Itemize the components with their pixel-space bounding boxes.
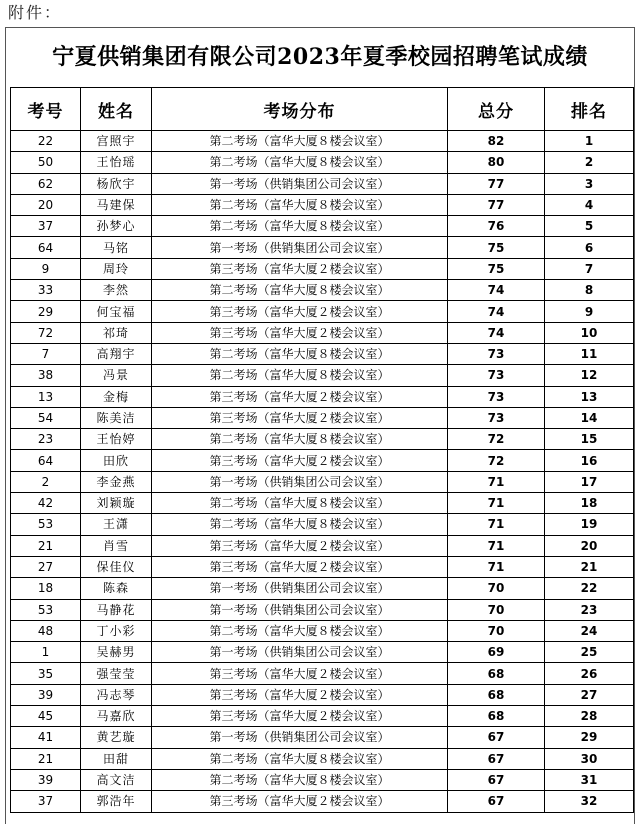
cell-room: 第一考场（供销集团公司会议室） (152, 727, 448, 748)
cell-exam-no: 35 (11, 663, 81, 684)
cell-name: 陈美洁 (81, 407, 152, 428)
cell-name: 强莹莹 (81, 663, 152, 684)
table-row (11, 386, 634, 407)
cell-name: 王潇 (81, 514, 152, 535)
cell-name: 高文洁 (81, 769, 152, 790)
cell-room: 第二考场（富华大厦８楼会议室） (152, 514, 448, 535)
cell-score: 74 (448, 322, 545, 343)
cell-room: 第三考场（富华大厦２楼会议室） (152, 258, 448, 279)
column-header-rank: 排名 (545, 88, 634, 131)
cell-name: 马铭 (81, 237, 152, 258)
cell-name: 吴赫男 (81, 642, 152, 663)
cell-room: 第二考场（富华大厦８楼会议室） (152, 131, 448, 152)
table-row (11, 407, 634, 428)
cell-rank: 30 (545, 748, 634, 769)
table-row (11, 535, 634, 556)
cell-room: 第三考场（富华大厦２楼会议室） (152, 535, 448, 556)
table-row (11, 343, 634, 364)
cell-exam-no: 72 (11, 322, 81, 343)
cell-rank: 23 (545, 599, 634, 620)
cell-room: 第一考场（供销集团公司会议室） (152, 599, 448, 620)
cell-rank: 5 (545, 216, 634, 237)
cell-rank: 15 (545, 429, 634, 450)
cell-room: 第二考场（富华大厦８楼会议室） (152, 429, 448, 450)
cell-score: 68 (448, 684, 545, 705)
cell-name: 刘颖璇 (81, 493, 152, 514)
table-row (11, 301, 634, 322)
cell-score: 80 (448, 152, 545, 173)
cell-score: 72 (448, 450, 545, 471)
table-row (11, 152, 634, 173)
table-row (11, 769, 634, 790)
cell-exam-no: 2 (11, 471, 81, 492)
cell-room: 第三考场（富华大厦２楼会议室） (152, 322, 448, 343)
table-row (11, 663, 634, 684)
cell-room: 第二考场（富华大厦８楼会议室） (152, 365, 448, 386)
table-row (11, 578, 634, 599)
table-row (11, 599, 634, 620)
cell-exam-no: 9 (11, 258, 81, 279)
cell-rank: 13 (545, 386, 634, 407)
cell-exam-no: 38 (11, 365, 81, 386)
cell-name: 李金燕 (81, 471, 152, 492)
cell-name: 郭浩年 (81, 791, 152, 812)
cell-rank: 26 (545, 663, 634, 684)
cell-exam-no: 54 (11, 407, 81, 428)
cell-exam-no: 45 (11, 706, 81, 727)
table-row (11, 131, 634, 152)
table-row (11, 173, 634, 194)
cell-exam-no: 7 (11, 343, 81, 364)
cell-score: 71 (448, 556, 545, 577)
cell-score: 74 (448, 280, 545, 301)
cell-rank: 8 (545, 280, 634, 301)
cell-name: 丁小彩 (81, 620, 152, 641)
cell-name: 杨欣宇 (81, 173, 152, 194)
cell-rank: 27 (545, 684, 634, 705)
table-body (11, 131, 634, 813)
cell-room: 第一考场（供销集团公司会议室） (152, 471, 448, 492)
cell-exam-no: 1 (11, 642, 81, 663)
table-row (11, 429, 634, 450)
cell-score: 82 (448, 131, 545, 152)
cell-room: 第二考场（富华大厦８楼会议室） (152, 343, 448, 364)
cell-exam-no: 39 (11, 769, 81, 790)
cell-room: 第三考场（富华大厦２楼会议室） (152, 684, 448, 705)
table-row (11, 471, 634, 492)
cell-score: 76 (448, 216, 545, 237)
cell-score: 74 (448, 301, 545, 322)
cell-score: 71 (448, 514, 545, 535)
cell-rank: 3 (545, 173, 634, 194)
cell-name: 王怡瑶 (81, 152, 152, 173)
cell-name: 马嘉欣 (81, 706, 152, 727)
table-row (11, 258, 634, 279)
table-row (11, 556, 634, 577)
cell-name: 宫照宇 (81, 131, 152, 152)
cell-room: 第一考场（供销集团公司会议室） (152, 578, 448, 599)
cell-name: 黄艺璇 (81, 727, 152, 748)
cell-rank: 10 (545, 322, 634, 343)
cell-room: 第三考场（富华大厦２楼会议室） (152, 450, 448, 471)
cell-room: 第二考场（富华大厦８楼会议室） (152, 748, 448, 769)
cell-rank: 21 (545, 556, 634, 577)
cell-rank: 32 (545, 791, 634, 812)
cell-name: 周玲 (81, 258, 152, 279)
cell-name: 王怡婷 (81, 429, 152, 450)
cell-name: 保佳仪 (81, 556, 152, 577)
cell-score: 73 (448, 343, 545, 364)
cell-room: 第三考场（富华大厦２楼会议室） (152, 706, 448, 727)
cell-name: 陈森 (81, 578, 152, 599)
cell-rank: 18 (545, 493, 634, 514)
cell-room: 第三考场（富华大厦２楼会议室） (152, 791, 448, 812)
column-header-exam-no: 考号 (11, 88, 81, 131)
cell-name: 冯景 (81, 365, 152, 386)
cell-room: 第三考场（富华大厦２楼会议室） (152, 301, 448, 322)
cell-score: 70 (448, 620, 545, 641)
cell-room: 第三考场（富华大厦２楼会议室） (152, 386, 448, 407)
cell-exam-no: 39 (11, 684, 81, 705)
cell-score: 71 (448, 535, 545, 556)
cell-score: 73 (448, 386, 545, 407)
table-row (11, 727, 634, 748)
cell-name: 金梅 (81, 386, 152, 407)
table-row (11, 620, 634, 641)
cell-rank: 12 (545, 365, 634, 386)
cell-score: 67 (448, 769, 545, 790)
table-row (11, 493, 634, 514)
cell-exam-no: 64 (11, 237, 81, 258)
cell-rank: 7 (545, 258, 634, 279)
table-row (11, 216, 634, 237)
cell-room: 第二考场（富华大厦８楼会议室） (152, 194, 448, 215)
cell-exam-no: 42 (11, 493, 81, 514)
cell-name: 田甜 (81, 748, 152, 769)
cell-rank: 31 (545, 769, 634, 790)
cell-exam-no: 33 (11, 280, 81, 301)
cell-exam-no: 50 (11, 152, 81, 173)
cell-exam-no: 37 (11, 216, 81, 237)
cell-name: 祁琦 (81, 322, 152, 343)
table-row (11, 322, 634, 343)
cell-rank: 11 (545, 343, 634, 364)
cell-score: 69 (448, 642, 545, 663)
cell-room: 第三考场（富华大厦２楼会议室） (152, 407, 448, 428)
cell-score: 77 (448, 173, 545, 194)
table-row (11, 237, 634, 258)
cell-rank: 2 (545, 152, 634, 173)
cell-rank: 19 (545, 514, 634, 535)
table-row (11, 642, 634, 663)
cell-score: 73 (448, 365, 545, 386)
cell-exam-no: 37 (11, 791, 81, 812)
cell-exam-no: 53 (11, 514, 81, 535)
cell-rank: 22 (545, 578, 634, 599)
table-row (11, 365, 634, 386)
cell-score: 75 (448, 258, 545, 279)
table-row (11, 791, 634, 812)
cell-exam-no: 22 (11, 131, 81, 152)
cell-name: 马静花 (81, 599, 152, 620)
table-row (11, 514, 634, 535)
cell-room: 第二考场（富华大厦８楼会议室） (152, 152, 448, 173)
cell-score: 72 (448, 429, 545, 450)
cell-name: 何宝福 (81, 301, 152, 322)
cell-score: 70 (448, 578, 545, 599)
cell-name: 孙梦心 (81, 216, 152, 237)
cell-rank: 1 (545, 131, 634, 152)
cell-room: 第二考场（富华大厦８楼会议室） (152, 769, 448, 790)
document-title: 宁夏供销集团有限公司2023年夏季校园招聘笔试成绩 (52, 44, 588, 70)
column-header-name: 姓名 (81, 88, 152, 131)
cell-exam-no: 21 (11, 535, 81, 556)
cell-rank: 14 (545, 407, 634, 428)
cell-room: 第一考场（供销集团公司会议室） (152, 642, 448, 663)
cell-room: 第二考场（富华大厦８楼会议室） (152, 620, 448, 641)
cell-room: 第一考场（供销集团公司会议室） (152, 237, 448, 258)
cell-rank: 25 (545, 642, 634, 663)
cell-exam-no: 23 (11, 429, 81, 450)
results-sheet (5, 27, 635, 824)
cell-exam-no: 62 (11, 173, 81, 194)
cell-rank: 24 (545, 620, 634, 641)
column-header-room: 考场分布 (152, 88, 448, 131)
table-row (11, 280, 634, 301)
cell-score: 77 (448, 194, 545, 215)
cell-name: 李然 (81, 280, 152, 301)
cell-room: 第一考场（供销集团公司会议室） (152, 173, 448, 194)
cell-rank: 9 (545, 301, 634, 322)
cell-room: 第二考场（富华大厦８楼会议室） (152, 493, 448, 514)
cell-name: 高翔宇 (81, 343, 152, 364)
cell-score: 68 (448, 706, 545, 727)
cell-room: 第二考场（富华大厦８楼会议室） (152, 280, 448, 301)
cell-rank: 28 (545, 706, 634, 727)
cell-score: 73 (448, 407, 545, 428)
cell-room: 第二考场（富华大厦８楼会议室） (152, 216, 448, 237)
cell-score: 75 (448, 237, 545, 258)
cell-score: 71 (448, 471, 545, 492)
cell-room: 第三考场（富华大厦２楼会议室） (152, 663, 448, 684)
cell-room: 第三考场（富华大厦２楼会议室） (152, 556, 448, 577)
table-row (11, 706, 634, 727)
cell-exam-no: 41 (11, 727, 81, 748)
cell-exam-no: 20 (11, 194, 81, 215)
cell-exam-no: 18 (11, 578, 81, 599)
table-row (11, 748, 634, 769)
results-table (10, 87, 634, 813)
table-row (11, 450, 634, 471)
cell-rank: 16 (545, 450, 634, 471)
cell-rank: 4 (545, 194, 634, 215)
cell-name: 肖雪 (81, 535, 152, 556)
attachment-label: 附件： (8, 3, 63, 22)
cell-exam-no: 27 (11, 556, 81, 577)
cell-rank: 17 (545, 471, 634, 492)
table-header-row (11, 88, 634, 131)
cell-score: 71 (448, 493, 545, 514)
cell-exam-no: 13 (11, 386, 81, 407)
table-row (11, 684, 634, 705)
cell-exam-no: 21 (11, 748, 81, 769)
cell-score: 67 (448, 748, 545, 769)
cell-exam-no: 48 (11, 620, 81, 641)
cell-exam-no: 29 (11, 301, 81, 322)
cell-rank: 29 (545, 727, 634, 748)
cell-name: 田欣 (81, 450, 152, 471)
cell-exam-no: 53 (11, 599, 81, 620)
table-row (11, 194, 634, 215)
cell-name: 冯志琴 (81, 684, 152, 705)
cell-score: 68 (448, 663, 545, 684)
cell-score: 67 (448, 727, 545, 748)
cell-score: 67 (448, 791, 545, 812)
cell-name: 马建保 (81, 194, 152, 215)
cell-rank: 6 (545, 237, 634, 258)
cell-exam-no: 64 (11, 450, 81, 471)
cell-rank: 20 (545, 535, 634, 556)
cell-score: 70 (448, 599, 545, 620)
column-header-score: 总分 (448, 88, 545, 131)
